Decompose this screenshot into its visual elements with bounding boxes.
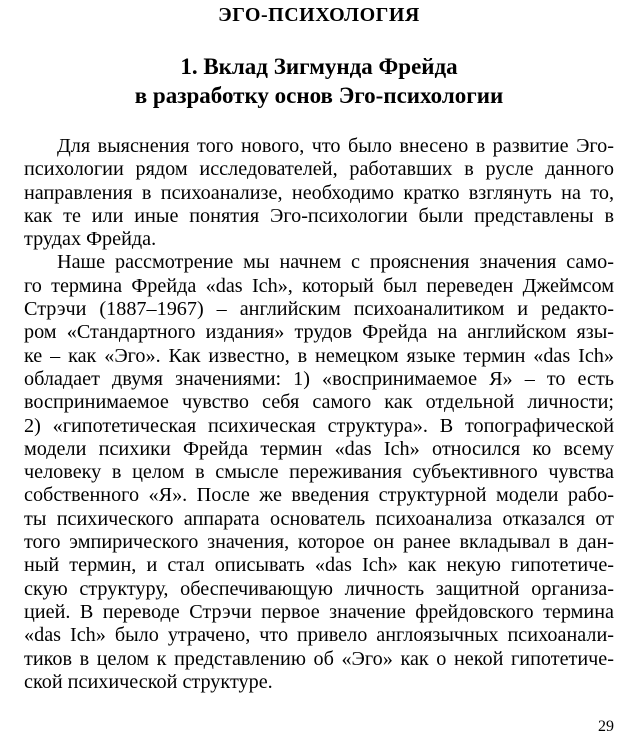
body-text — [24, 135, 614, 694]
paragraph-2 — [24, 251, 614, 694]
text-line: ской психической структуре. — [24, 670, 273, 693]
text-line: психологии рядом исследователей, работавших в русле данного — [24, 158, 614, 181]
text-line: Наше рассмотрение мы начнем с прояснения значения само- — [57, 251, 614, 274]
text-line: Стрэчи (1887–1967) – английским психоаналитиком и редакто- — [24, 298, 614, 321]
text-line: ты психического аппарата основатель психоанализа отказался от — [24, 507, 614, 530]
book-page — [24, 0, 614, 694]
text-line: «das Ich» было утрачено, что привело англоязычных психоанали- — [24, 624, 614, 647]
text-line: трудах Фрейда. — [24, 228, 157, 251]
text-line: ке – как «Эго». Как известно, в немецком языке термин «das Ich» — [24, 344, 614, 367]
text-line: человеку в целом в смысле переживания субъективного чувства — [24, 461, 614, 484]
page-number: 29 — [598, 718, 614, 735]
text-line: обладает двумя значениями: 1) «воспринимаемое Я» – то есть — [24, 367, 614, 390]
section-title — [24, 52, 614, 110]
chapter-title: ЭГО-ПСИХОЛОГИЯ — [218, 4, 420, 26]
paragraph-1 — [24, 135, 614, 251]
text-line: цией. В переводе Стрэчи первое значение фрейдовского термина — [24, 600, 614, 623]
section-title-line-1: 1. Вклад Зигмунда Фрейда — [180, 54, 458, 79]
text-line: Для выяснения того нового, что было внесено в развитие Эго- — [57, 135, 614, 157]
text-line: направления в психоанализе, необходимо кратко взглянуть на то, — [24, 181, 614, 204]
text-line: собственного «Я». После же введения структурной модели рабо- — [24, 484, 614, 507]
text-line: того эмпирического значения, которое он ранее вкладывал в дан- — [24, 531, 614, 554]
text-line: тиков в целом к представлению об «Эго» как о некой гипотетиче- — [24, 647, 614, 670]
text-line: модели психики Фрейда термин «das Ich» относился ко всему — [24, 437, 614, 460]
text-line: ный термин, и стал описывать «das Ich» как некую гипотетиче- — [24, 554, 614, 577]
text-line: скую структуру, обеспечивающую личность защитной организа- — [24, 577, 614, 600]
section-title-line-2: в разработку основ Эго-психологии — [134, 83, 504, 108]
text-line: 2) «гипотетическая психическая структура». В топографической — [24, 414, 614, 437]
text-line: как те или иные понятия Эго-психологии были представлены в — [24, 204, 614, 227]
text-line: го термина Фрейда «das Ich», который был переведен Джеймсом — [24, 274, 614, 297]
text-line: воспринимаемое чувство себя самого как отдельной личности; — [24, 391, 614, 414]
text-line: ром «Стандартного издания» трудов Фрейда на английском язы- — [24, 321, 614, 344]
